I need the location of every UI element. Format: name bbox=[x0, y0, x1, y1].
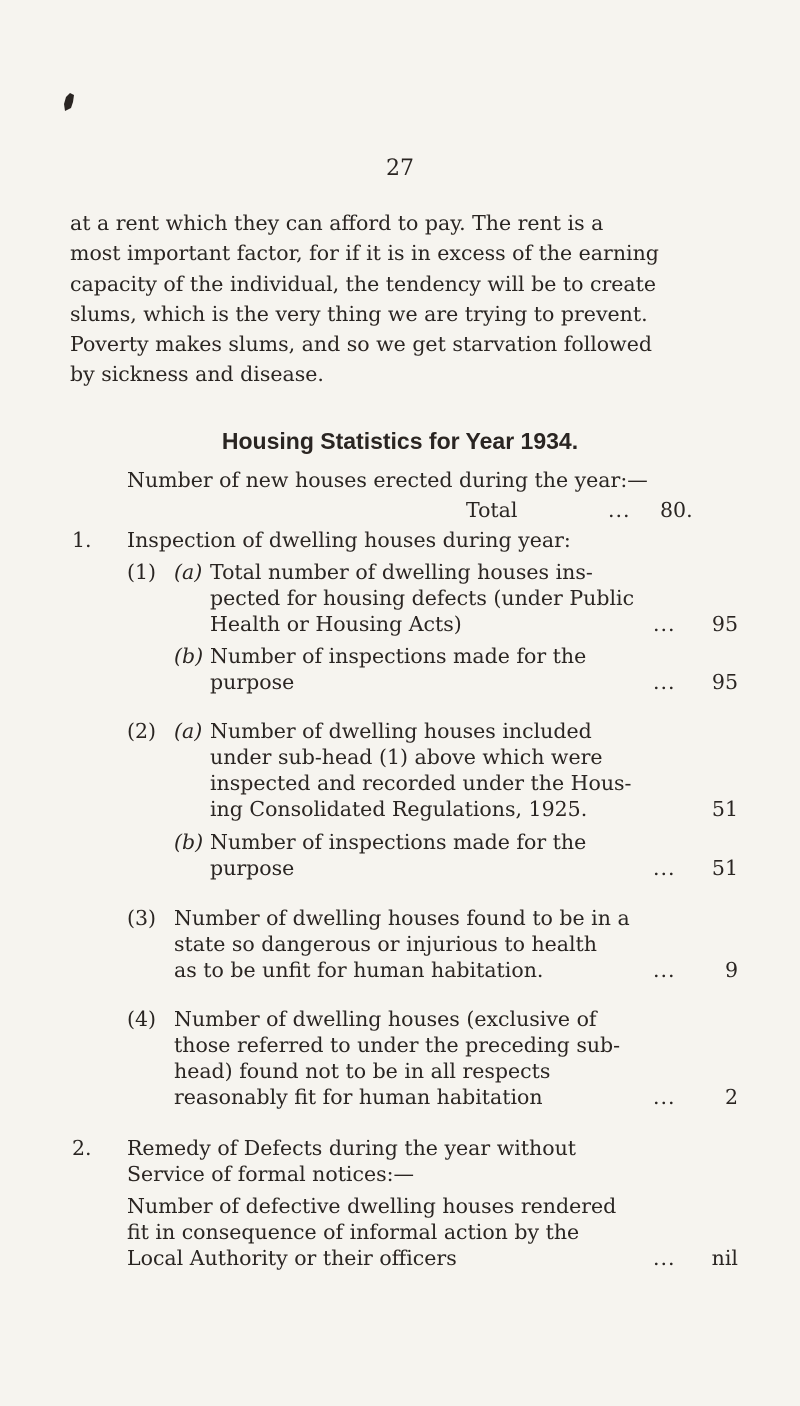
item-2a-line: ing Consolidated Regulations, 1925. bbox=[210, 797, 588, 821]
section-2-title-line: Service of formal notices:— bbox=[127, 1162, 415, 1186]
leader-dots: ... bbox=[653, 958, 676, 982]
item-3-value: 9 bbox=[724, 958, 738, 982]
item-4-line: head) found not to be in all respects bbox=[174, 1059, 551, 1083]
section-2-number: 2. bbox=[72, 1136, 92, 1160]
section-1-title: Inspection of dwelling houses during year: bbox=[127, 528, 571, 552]
item-2a-line: inspected and recorded under the Hous- bbox=[210, 771, 632, 795]
section-1-number: 1. bbox=[72, 528, 92, 552]
corner-ink-mark bbox=[62, 92, 76, 112]
leader-dots: ... bbox=[653, 1085, 676, 1109]
total-value: 80. bbox=[660, 498, 693, 522]
item-2a-value: 51 bbox=[711, 797, 738, 821]
section-2-body-line: Local Authority or their officers bbox=[127, 1246, 457, 1270]
new-houses-label: Number of new houses erected during the year:— bbox=[127, 468, 648, 492]
item-2b-line: Number of inspections made for the bbox=[210, 830, 587, 854]
leader-dots: ... bbox=[608, 498, 631, 522]
item-1b-letter: (b) bbox=[174, 644, 204, 668]
item-1b-line: Number of inspections made for the bbox=[210, 644, 587, 668]
item-2a-line: Number of dwelling houses included bbox=[210, 719, 592, 743]
item-4-line: those referred to under the preceding sub- bbox=[174, 1033, 621, 1057]
leader-dots: ... bbox=[653, 856, 676, 880]
section-heading: Housing Statistics for Year 1934. bbox=[221, 428, 579, 454]
item-2b-value: 51 bbox=[711, 856, 738, 880]
item-3-line: state so dangerous or injurious to health bbox=[174, 932, 597, 956]
item-3-line: as to be unfit for human habitation. bbox=[174, 958, 544, 982]
item-3-line: Number of dwelling houses found to be in a bbox=[174, 906, 630, 930]
leader-dots: ... bbox=[653, 1246, 676, 1270]
paragraph-line: slums, which is the very thing we are trying to prevent. bbox=[70, 301, 648, 326]
item-2-number: (2) bbox=[127, 719, 157, 743]
page-number: 27 bbox=[386, 156, 414, 181]
item-1a-line: pected for housing defects (under Public bbox=[210, 586, 635, 610]
item-2a-letter: (a) bbox=[174, 719, 203, 743]
paragraph-line: by sickness and disease. bbox=[70, 362, 324, 387]
item-1a-line: Total number of dwelling houses ins- bbox=[210, 560, 593, 584]
item-1a-letter: (a) bbox=[174, 560, 203, 584]
item-2b-line: purpose bbox=[210, 856, 295, 880]
item-1-number: (1) bbox=[127, 560, 157, 584]
section-2-body-line: Number of defective dwelling houses rendered bbox=[127, 1194, 617, 1218]
paragraph-line: Poverty makes slums, and so we get starvation followed bbox=[70, 332, 652, 357]
intro-paragraph bbox=[70, 208, 738, 390]
item-2a-line: under sub-head (1) above which were bbox=[210, 745, 603, 769]
item-1a-value: 95 bbox=[711, 612, 738, 636]
item-1a-line: Health or Housing Acts) bbox=[210, 612, 462, 636]
section-2-body-line: fit in consequence of informal action by the bbox=[127, 1220, 580, 1244]
paragraph-line: at a rent which they can afford to pay. The rent is a bbox=[70, 211, 604, 235]
item-4-value: 2 bbox=[724, 1085, 738, 1109]
paragraph-line: most important factor, for if it is in excess of the earning bbox=[70, 241, 659, 266]
item-4-line: Number of dwelling houses (exclusive of bbox=[174, 1007, 597, 1031]
item-3-number: (3) bbox=[127, 906, 157, 930]
paragraph-line: capacity of the individual, the tendency will be to create bbox=[70, 271, 656, 296]
section-2-title-line: Remedy of Defects during the year without bbox=[127, 1136, 577, 1160]
item-4-number: (4) bbox=[127, 1007, 157, 1031]
total-label: Total bbox=[466, 498, 518, 522]
item-1b-value: 95 bbox=[711, 670, 738, 694]
item-4-line: reasonably fit for human habitation bbox=[174, 1085, 543, 1109]
section-2-value: nil bbox=[711, 1246, 738, 1270]
item-2b-letter: (b) bbox=[174, 830, 204, 854]
leader-dots: ... bbox=[653, 612, 676, 636]
item-1b-line: purpose bbox=[210, 670, 295, 694]
leader-dots: ... bbox=[653, 670, 676, 694]
